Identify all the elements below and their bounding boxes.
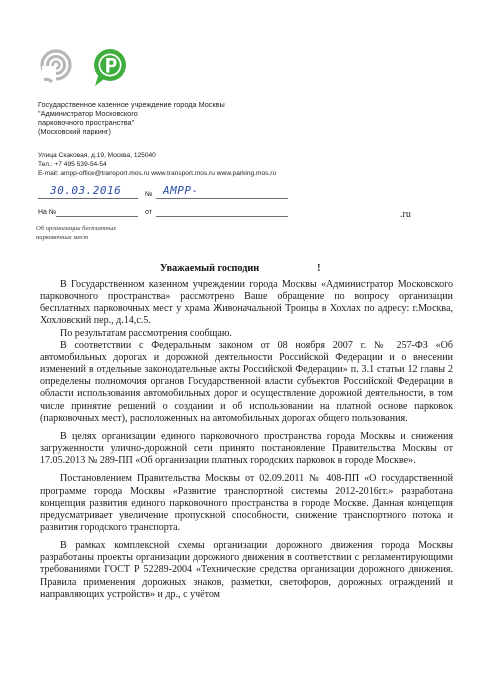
subject-line: парковочных мест [36, 234, 89, 241]
paragraph: В рамках комплексной схемы организации дорожного движения города Москвы разработаны проекты организации дорожного движения в соответствии с регламентирующими требованиями ГОСТ Р 52289-2004 «Технические средства организации дорожного движения. Правила применения дорожных знаков, разметки, светофоров, дорожных ограждений и направляющих устройств» и др., с учётом [40, 540, 453, 600]
paragraph: В Государственном казенном учреждении города Москвы «Администратор Московского парковочного пространства» рассмотрено Ваше обращение по вопросу организации бесплатных парковочных мест у храма Живоначальной Троицы в Хохлах по адресу: г.Москва, Хохловский пер., д.14,с.5. [40, 279, 453, 327]
greeting-prefix: Уважаемый господин [160, 263, 260, 274]
reference-number-line [56, 216, 138, 217]
date-line [38, 198, 138, 199]
org-line: (Московский паркинг) [38, 127, 111, 136]
moscow-transport-logo-icon [38, 48, 78, 88]
subject [36, 224, 176, 242]
paragraph: В целях организации единого парковочного пространства города Москвы и снижения загруженности улично-дорожной сети принято постановление Правительства Москвы от 17.05.2013 № 289-ПП «Об организации платных городских парковок в городе Москве». [40, 430, 453, 467]
letter-body [40, 279, 453, 601]
address: Улица Скаковая, д.19, Москва, 125040 [38, 152, 156, 159]
number-line [156, 198, 288, 199]
number-handwritten: АМРР- [163, 184, 199, 197]
paragraph: Постановлением Правительства Москвы от 02.09.2011 № 408-ПП «О государственной программе города Москвы «Развитие транспортной системы 2012-2016гг.» разработана концепция развития единого парковочного пространства в городе Москве. Данная концепция предусматривает увеличение пропускной способности, снижение транспортного потока и развития городского транспорта. [40, 473, 453, 533]
phone: Тел.: +7 495 539-54-54 [38, 161, 107, 168]
reference-label: На № [38, 209, 57, 216]
number-label: № [145, 191, 153, 198]
contact-block [38, 151, 338, 178]
from-label: от [145, 209, 152, 216]
parking-logo-icon [92, 48, 132, 88]
organization-block [38, 100, 318, 136]
greeting-suffix: ! [317, 263, 321, 274]
paragraph: По результатам рассмотрения сообщаю. [60, 327, 232, 339]
domain-suffix: .ru [400, 209, 411, 220]
org-line: парковочного пространства" [38, 118, 135, 127]
subject-line: Об организации бесплатных [36, 225, 117, 232]
org-line: Государственное казенное учреждение города Москвы [38, 100, 225, 109]
reference-date-line [156, 216, 288, 217]
org-line: "Администратор Московского [38, 109, 138, 118]
date-handwritten: 30.03.2016 [50, 184, 122, 197]
email-links: E-mail: ampp-office@transport.mos.ru www.transport.mos.ru www.parking.mos.ru [38, 170, 277, 177]
greeting [160, 263, 321, 274]
paragraph: В соответствии с Федеральным законом от 08 ноября 2007 г. № 257-ФЗ «Об автомобильных дорогах и дорожной деятельности Российской Федерации и о внесении изменений в отдельные законодательные акты Российской Федерации» п. 3.1 статьи 12 главы 2 определены полномочия органов Государственной власти субъектов Российской Федерации в области использования автомобильных дорог и осуществление дорожной деятельности, в том числе принятие решений о создании и об использовании на платной основе парковок (парковочных мест), расположенных на автомобильных дорогах общего пользования. [40, 339, 453, 424]
logos [38, 48, 130, 88]
